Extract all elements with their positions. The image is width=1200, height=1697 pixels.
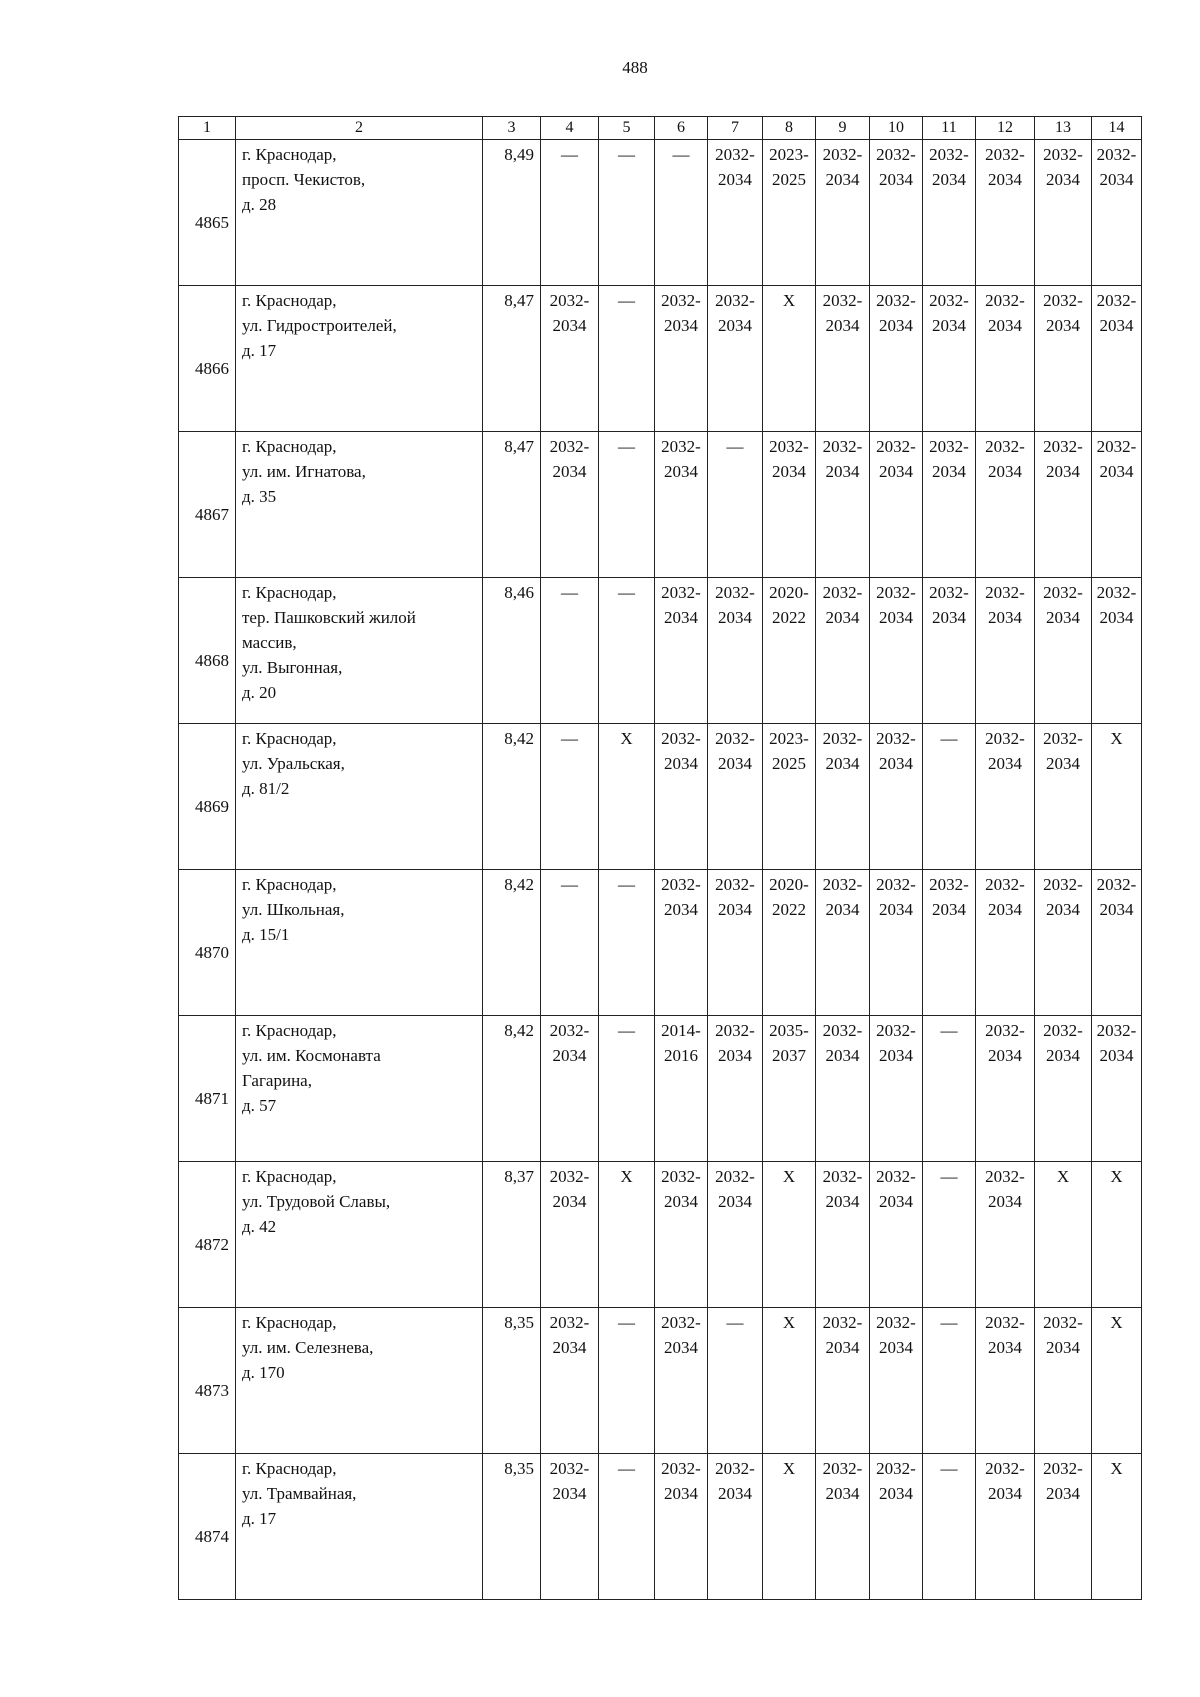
table-row	[179, 1162, 1142, 1308]
address-line: д. 17	[242, 341, 277, 360]
address-cell	[236, 578, 483, 724]
period-cell-col-10: 2032- 2034	[870, 1308, 923, 1454]
period-cell-col-10: 2032- 2034	[870, 578, 923, 724]
row-number-cell	[179, 1308, 236, 1454]
period-cell-col-14: 2032- 2034	[1092, 286, 1142, 432]
address-line: массив,	[242, 633, 297, 652]
period-cell-col-9: 2032- 2034	[816, 140, 870, 286]
period-cell-col-5: —	[599, 1454, 655, 1600]
row-number-cell	[179, 578, 236, 724]
period-cell-col-5: —	[599, 140, 655, 286]
address-line: г. Краснодар,	[242, 1167, 337, 1186]
table-row	[179, 432, 1142, 578]
address-line: г. Краснодар,	[242, 875, 337, 894]
column-header-3: 3	[483, 117, 541, 140]
period-cell-col-10: 2032- 2034	[870, 432, 923, 578]
row-number-cell	[179, 1454, 236, 1600]
address-line: д. 81/2	[242, 779, 290, 798]
area-cell: 8,47	[483, 432, 541, 578]
area-cell: 8,35	[483, 1454, 541, 1600]
row-number: 4871	[195, 1089, 229, 1108]
column-header-12: 12	[976, 117, 1035, 140]
address-line: г. Краснодар,	[242, 1021, 337, 1040]
period-cell-col-13: Х	[1035, 1162, 1092, 1308]
period-cell-col-4: 2032- 2034	[541, 1308, 599, 1454]
period-cell-col-11: 2032- 2034	[923, 578, 976, 724]
period-cell-col-9: 2032- 2034	[816, 432, 870, 578]
period-cell-col-5: —	[599, 286, 655, 432]
table-row	[179, 578, 1142, 724]
period-cell-col-9: 2032- 2034	[816, 578, 870, 724]
address-cell	[236, 870, 483, 1016]
period-cell-col-5: —	[599, 432, 655, 578]
address-line: Гагарина,	[242, 1071, 312, 1090]
period-cell-col-10: 2032- 2034	[870, 1016, 923, 1162]
area-cell: 8,37	[483, 1162, 541, 1308]
table-row	[179, 286, 1142, 432]
period-cell-col-8: 2020- 2022	[763, 870, 816, 1016]
table-row	[179, 140, 1142, 286]
period-cell-col-10: 2032- 2034	[870, 140, 923, 286]
period-cell-col-4: 2032- 2034	[541, 432, 599, 578]
address-line: д. 57	[242, 1096, 277, 1115]
address-line: ул. Трамвайная,	[242, 1484, 357, 1503]
period-cell-col-7: 2032- 2034	[708, 286, 763, 432]
period-cell-col-5: —	[599, 1308, 655, 1454]
period-cell-col-5: Х	[599, 724, 655, 870]
period-cell-col-12: 2032- 2034	[976, 1016, 1035, 1162]
period-cell-col-6: —	[655, 140, 708, 286]
period-cell-col-6: 2014- 2016	[655, 1016, 708, 1162]
period-cell-col-13: 2032- 2034	[1035, 286, 1092, 432]
address-cell	[236, 724, 483, 870]
area-cell: 8,35	[483, 1308, 541, 1454]
period-cell-col-9: 2032- 2034	[816, 1308, 870, 1454]
address-line: ул. им. Игнатова,	[242, 462, 366, 481]
table-row	[179, 870, 1142, 1016]
period-cell-col-13: 2032- 2034	[1035, 140, 1092, 286]
area-cell: 8,42	[483, 870, 541, 1016]
column-header-1: 1	[179, 117, 236, 140]
period-cell-col-14: Х	[1092, 1162, 1142, 1308]
period-cell-col-4: —	[541, 140, 599, 286]
period-cell-col-4: —	[541, 578, 599, 724]
period-cell-col-13: 2032- 2034	[1035, 724, 1092, 870]
area-cell: 8,42	[483, 724, 541, 870]
address-line: г. Краснодар,	[242, 583, 337, 602]
address-cell	[236, 1308, 483, 1454]
period-cell-col-8: 2023- 2025	[763, 724, 816, 870]
period-cell-col-6: 2032- 2034	[655, 724, 708, 870]
column-header-11: 11	[923, 117, 976, 140]
period-cell-col-8: Х	[763, 1162, 816, 1308]
period-cell-col-5: —	[599, 578, 655, 724]
row-number-cell	[179, 724, 236, 870]
period-cell-col-8: 2035- 2037	[763, 1016, 816, 1162]
period-cell-col-9: 2032- 2034	[816, 870, 870, 1016]
period-cell-col-8: 2023- 2025	[763, 140, 816, 286]
period-cell-col-4: —	[541, 870, 599, 1016]
row-number-cell	[179, 432, 236, 578]
address-line: г. Краснодар,	[242, 437, 337, 456]
registry-table	[178, 116, 1142, 1600]
period-cell-col-6: 2032- 2034	[655, 578, 708, 724]
column-header-9: 9	[816, 117, 870, 140]
address-line: д. 35	[242, 487, 277, 506]
address-line: г. Краснодар,	[242, 145, 337, 164]
page-number: 488	[622, 58, 648, 77]
address-cell	[236, 286, 483, 432]
period-cell-col-11: —	[923, 724, 976, 870]
period-cell-col-14: Х	[1092, 724, 1142, 870]
period-cell-col-7: 2032- 2034	[708, 140, 763, 286]
period-cell-col-6: 2032- 2034	[655, 286, 708, 432]
table-row	[179, 1454, 1142, 1600]
period-cell-col-4: 2032- 2034	[541, 1454, 599, 1600]
period-cell-col-9: 2032- 2034	[816, 1162, 870, 1308]
period-cell-col-12: 2032- 2034	[976, 432, 1035, 578]
period-cell-col-13: 2032- 2034	[1035, 432, 1092, 578]
row-number: 4866	[195, 359, 229, 378]
row-number-cell	[179, 870, 236, 1016]
address-line: тер. Пашковский жилой	[242, 608, 416, 627]
period-cell-col-10: 2032- 2034	[870, 870, 923, 1016]
period-cell-col-7: 2032- 2034	[708, 1016, 763, 1162]
address-line: д. 15/1	[242, 925, 290, 944]
period-cell-col-6: 2032- 2034	[655, 870, 708, 1016]
period-cell-col-12: 2032- 2034	[976, 578, 1035, 724]
period-cell-col-9: 2032- 2034	[816, 1016, 870, 1162]
period-cell-col-7: 2032- 2034	[708, 1162, 763, 1308]
period-cell-col-7: 2032- 2034	[708, 870, 763, 1016]
area-cell: 8,47	[483, 286, 541, 432]
period-cell-col-8: 2032- 2034	[763, 432, 816, 578]
period-cell-col-4: 2032- 2034	[541, 1016, 599, 1162]
period-cell-col-11: 2032- 2034	[923, 432, 976, 578]
address-cell	[236, 1454, 483, 1600]
period-cell-col-11: —	[923, 1454, 976, 1600]
address-line: д. 28	[242, 195, 277, 214]
row-number-cell	[179, 1016, 236, 1162]
table-row	[179, 1016, 1142, 1162]
period-cell-col-9: 2032- 2034	[816, 286, 870, 432]
period-cell-col-14: 2032- 2034	[1092, 140, 1142, 286]
period-cell-col-9: 2032- 2034	[816, 724, 870, 870]
period-cell-col-7: 2032- 2034	[708, 1454, 763, 1600]
period-cell-col-11: —	[923, 1162, 976, 1308]
period-cell-col-13: 2032- 2034	[1035, 870, 1092, 1016]
row-number: 4865	[195, 213, 229, 232]
address-line: просп. Чекистов,	[242, 170, 366, 189]
period-cell-col-14: 2032- 2034	[1092, 870, 1142, 1016]
period-cell-col-10: 2032- 2034	[870, 1162, 923, 1308]
column-header-4: 4	[541, 117, 599, 140]
row-number: 4872	[195, 1235, 229, 1254]
period-cell-col-11: 2032- 2034	[923, 870, 976, 1016]
period-cell-col-12: 2032- 2034	[976, 1454, 1035, 1600]
table-row	[179, 724, 1142, 870]
column-header-7: 7	[708, 117, 763, 140]
period-cell-col-12: 2032- 2034	[976, 1308, 1035, 1454]
period-cell-col-10: 2032- 2034	[870, 1454, 923, 1600]
row-number: 4869	[195, 797, 229, 816]
period-cell-col-5: —	[599, 870, 655, 1016]
address-line: г. Краснодар,	[242, 1459, 337, 1478]
address-line: д. 20	[242, 683, 277, 702]
row-number-cell	[179, 1162, 236, 1308]
period-cell-col-13: 2032- 2034	[1035, 1454, 1092, 1600]
area-cell: 8,49	[483, 140, 541, 286]
period-cell-col-14: 2032- 2034	[1092, 1016, 1142, 1162]
period-cell-col-10: 2032- 2034	[870, 724, 923, 870]
period-cell-col-6: 2032- 2034	[655, 1308, 708, 1454]
period-cell-col-12: 2032- 2034	[976, 286, 1035, 432]
period-cell-col-6: 2032- 2034	[655, 1454, 708, 1600]
row-number: 4873	[195, 1381, 229, 1400]
period-cell-col-13: 2032- 2034	[1035, 578, 1092, 724]
address-cell	[236, 1162, 483, 1308]
period-cell-col-7: 2032- 2034	[708, 724, 763, 870]
header-row	[179, 117, 1142, 140]
period-cell-col-8: Х	[763, 286, 816, 432]
column-header-2: 2	[236, 117, 483, 140]
address-line: ул. Школьная,	[242, 900, 345, 919]
address-line: д. 170	[242, 1363, 285, 1382]
period-cell-col-7: —	[708, 1308, 763, 1454]
row-number: 4867	[195, 505, 229, 524]
address-cell	[236, 432, 483, 578]
table-row	[179, 1308, 1142, 1454]
row-number: 4870	[195, 943, 229, 962]
address-line: д. 42	[242, 1217, 277, 1236]
address-line: ул. Гидростроителей,	[242, 316, 397, 335]
row-number-cell	[179, 286, 236, 432]
period-cell-col-5: Х	[599, 1162, 655, 1308]
address-line: д. 17	[242, 1509, 277, 1528]
period-cell-col-11: 2032- 2034	[923, 286, 976, 432]
row-number: 4868	[195, 651, 229, 670]
period-cell-col-4: 2032- 2034	[541, 286, 599, 432]
period-cell-col-13: 2032- 2034	[1035, 1308, 1092, 1454]
period-cell-col-10: 2032- 2034	[870, 286, 923, 432]
address-line: ул. им. Селезнева,	[242, 1338, 374, 1357]
column-header-14: 14	[1092, 117, 1142, 140]
column-header-5: 5	[599, 117, 655, 140]
column-header-8: 8	[763, 117, 816, 140]
period-cell-col-9: 2032- 2034	[816, 1454, 870, 1600]
period-cell-col-11: —	[923, 1308, 976, 1454]
address-line: г. Краснодар,	[242, 729, 337, 748]
period-cell-col-4: 2032- 2034	[541, 1162, 599, 1308]
period-cell-col-12: 2032- 2034	[976, 1162, 1035, 1308]
period-cell-col-12: 2032- 2034	[976, 140, 1035, 286]
period-cell-col-6: 2032- 2034	[655, 432, 708, 578]
period-cell-col-8: 2020- 2022	[763, 578, 816, 724]
period-cell-col-6: 2032- 2034	[655, 1162, 708, 1308]
period-cell-col-7: —	[708, 432, 763, 578]
area-cell: 8,42	[483, 1016, 541, 1162]
column-header-13: 13	[1035, 117, 1092, 140]
address-line: ул. им. Космонавта	[242, 1046, 381, 1065]
period-cell-col-8: Х	[763, 1308, 816, 1454]
address-cell	[236, 1016, 483, 1162]
area-cell: 8,46	[483, 578, 541, 724]
period-cell-col-7: 2032- 2034	[708, 578, 763, 724]
period-cell-col-5: —	[599, 1016, 655, 1162]
period-cell-col-14: Х	[1092, 1308, 1142, 1454]
period-cell-col-12: 2032- 2034	[976, 870, 1035, 1016]
row-number-cell	[179, 140, 236, 286]
period-cell-col-14: 2032- 2034	[1092, 432, 1142, 578]
address-line: г. Краснодар,	[242, 291, 337, 310]
address-line: г. Краснодар,	[242, 1313, 337, 1332]
period-cell-col-14: 2032- 2034	[1092, 578, 1142, 724]
period-cell-col-11: 2032- 2034	[923, 140, 976, 286]
period-cell-col-14: Х	[1092, 1454, 1142, 1600]
row-number: 4874	[195, 1527, 229, 1546]
address-line: ул. Уральская,	[242, 754, 345, 773]
address-cell	[236, 140, 483, 286]
period-cell-col-4: —	[541, 724, 599, 870]
column-header-10: 10	[870, 117, 923, 140]
address-line: ул. Трудовой Славы,	[242, 1192, 391, 1211]
period-cell-col-11: —	[923, 1016, 976, 1162]
address-line: ул. Выгонная,	[242, 658, 343, 677]
period-cell-col-12: 2032- 2034	[976, 724, 1035, 870]
period-cell-col-8: Х	[763, 1454, 816, 1600]
column-header-6: 6	[655, 117, 708, 140]
period-cell-col-13: 2032- 2034	[1035, 1016, 1092, 1162]
